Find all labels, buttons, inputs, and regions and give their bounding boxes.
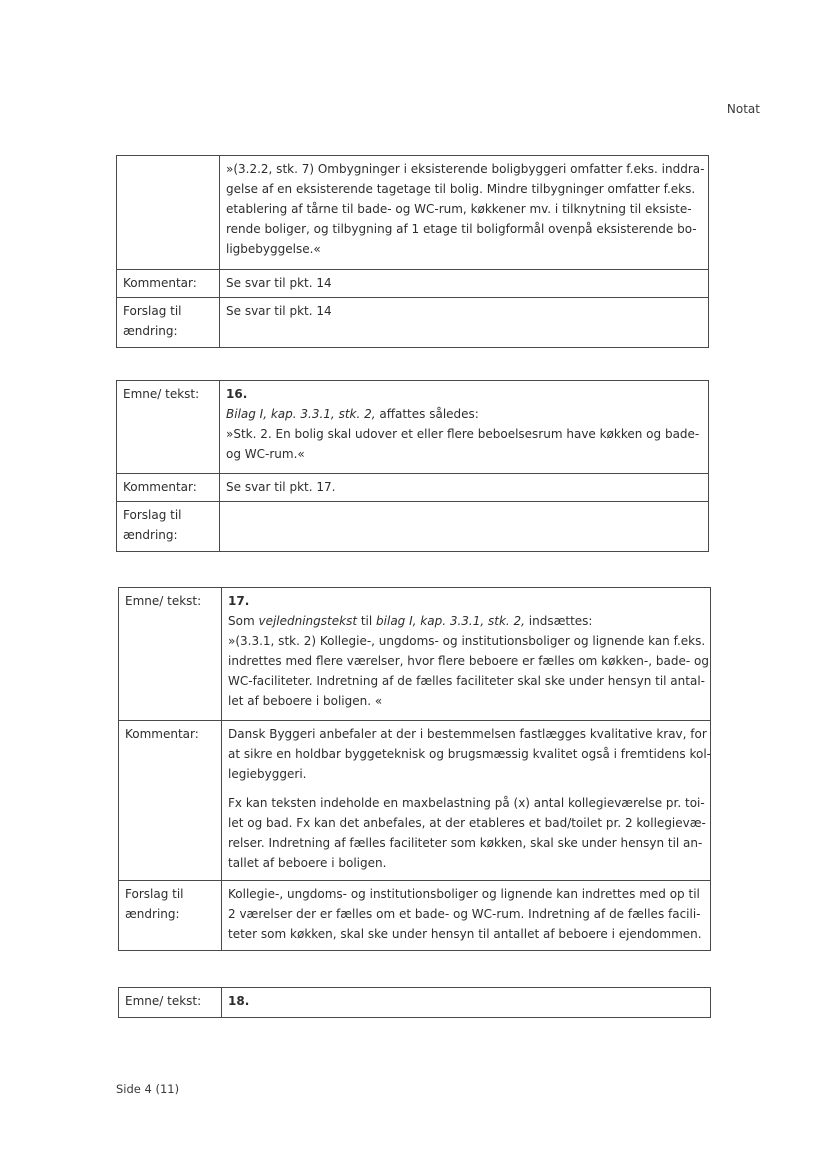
- intro-rest: affattes således:: [375, 407, 479, 421]
- intro-italic: Bilag I, kap. 3.3.1, stk. 2,: [226, 407, 376, 421]
- forslag-label-line1: Forslag til: [125, 887, 184, 901]
- item-number: 18.: [222, 988, 711, 1018]
- table-row: [119, 588, 711, 721]
- text-line: ligbebyggelse.«: [226, 242, 321, 256]
- comment-table-17: [118, 587, 711, 951]
- kommentar-label: Kommentar:: [117, 270, 220, 298]
- table-row: [117, 298, 709, 348]
- text-line: 2 værelser der er fælles om et bade- og WC-rum. Indretning af de fælles facili-: [228, 907, 701, 921]
- forslag-text-cell: [222, 881, 711, 951]
- table-row: [119, 881, 711, 951]
- table-row: [119, 988, 711, 1018]
- text-line: »(3.3.1, stk. 2) Kollegie-, ungdoms- og institutionsboliger og lignende kan f.eks.: [228, 634, 706, 648]
- item-number: 16.: [226, 387, 248, 401]
- paragraph-gap: [228, 784, 704, 793]
- kommentar-text: Se svar til pkt. 17.: [220, 474, 709, 502]
- text-line: etablering af tårne til bade- og WC-rum, køkkener mv. i tilknytning til eksiste-: [226, 202, 692, 216]
- forslag-label-line2: ændring:: [123, 528, 178, 542]
- kommentar-label: Kommentar:: [117, 474, 220, 502]
- intro-line: [226, 404, 702, 424]
- forslag-label: [119, 881, 222, 951]
- text-line: at sikre en holdbar byggeteknisk og brugsmæssig kvalitet også i fremtidens kol-: [228, 747, 711, 761]
- forslag-label-line2: ændring:: [123, 324, 178, 338]
- text-line: »(3.2.2, stk. 7) Ombygninger i eksisterende boligbyggeri omfatter f.eks. inddra-: [226, 162, 705, 176]
- text-line: WC-faciliteter. Indretning af de fælles faciliteter skal ske under hensyn til antal-: [228, 674, 705, 688]
- text-line: rende boliger, og tilbygning af 1 etage til boligformål ovenpå eksisterende bo-: [226, 222, 697, 236]
- forslag-label: [117, 298, 220, 348]
- intro-b: vejledningstekst: [258, 614, 358, 628]
- table-row: [117, 474, 709, 502]
- text-line: gelse af en eksisterende tagetage til bolig. Mindre tilbygninger omfatter f.eks.: [226, 182, 696, 196]
- forslag-text: Se svar til pkt. 14: [220, 298, 709, 348]
- forslag-label-line1: Forslag til: [123, 508, 182, 522]
- item-number: 17.: [228, 594, 250, 608]
- empty-label-cell: [117, 156, 220, 270]
- table-row: [117, 270, 709, 298]
- emne-label: Emne/ tekst:: [117, 381, 220, 474]
- table-row: [117, 502, 709, 552]
- table-row: [117, 381, 709, 474]
- text-line: tallet af beboere i boligen.: [228, 856, 387, 870]
- text-line: og WC-rum.«: [226, 447, 305, 461]
- forslag-label-line1: Forslag til: [123, 304, 182, 318]
- page-number: Side 4 (11): [116, 1082, 180, 1096]
- text-line: relser. Indretning af fælles faciliteter som køkken, skal ske under hensyn til an-: [228, 836, 703, 850]
- text-line: legiebyggeri.: [228, 767, 307, 781]
- document-header-notat: Notat: [726, 102, 760, 116]
- emne-text-cell: [222, 588, 711, 721]
- comment-table-18: [118, 987, 711, 1018]
- intro-c: til: [357, 614, 377, 628]
- text-line: let og bad. Fx kan det anbefales, at der etableres et bad/toilet pr. 2 kollegievæ-: [228, 816, 706, 830]
- text-line: Fx kan teksten indeholde en maxbelastning på (x) antal kollegieværelse pr. toi-: [228, 796, 705, 810]
- forslag-label-line2: ændring:: [125, 907, 180, 921]
- kommentar-text-cell: [222, 721, 711, 881]
- text-line: indrettes med flere værelser, hvor flere beboere er fælles om køkken-, bade- og: [228, 654, 709, 668]
- text-line: Kollegie-, ungdoms- og institutionsboliger og lignende kan indrettes med op til: [228, 887, 700, 901]
- comment-table-continued: [116, 155, 709, 348]
- emne-text-cell: [220, 381, 709, 474]
- table-row: [117, 156, 709, 270]
- text-line: let af beboere i boligen. «: [228, 694, 383, 708]
- intro-a: Som: [228, 614, 259, 628]
- intro-d: bilag I, kap. 3.3.1, stk. 2,: [376, 614, 525, 628]
- intro-line: [228, 611, 704, 631]
- table-row: [119, 721, 711, 881]
- comment-table-16: [116, 380, 709, 552]
- text-line: Dansk Byggeri anbefaler at der i bestemmelsen fastlægges kvalitative krav, for: [228, 727, 707, 741]
- emne-label: Emne/ tekst:: [119, 988, 222, 1018]
- intro-e: indsættes:: [524, 614, 593, 628]
- emne-label: Emne/ tekst:: [119, 588, 222, 721]
- kommentar-text: Se svar til pkt. 14: [220, 270, 709, 298]
- text-line: teter som køkken, skal ske under hensyn til antallet af beboere i ejendommen.: [228, 927, 702, 941]
- kommentar-label: Kommentar:: [119, 721, 222, 881]
- proposal-text-cell: [220, 156, 709, 270]
- text-line: »Stk. 2. En bolig skal udover et eller flere beboelsesrum have køkken og bade-: [226, 427, 700, 441]
- forslag-text: [220, 502, 709, 552]
- forslag-label: [117, 502, 220, 552]
